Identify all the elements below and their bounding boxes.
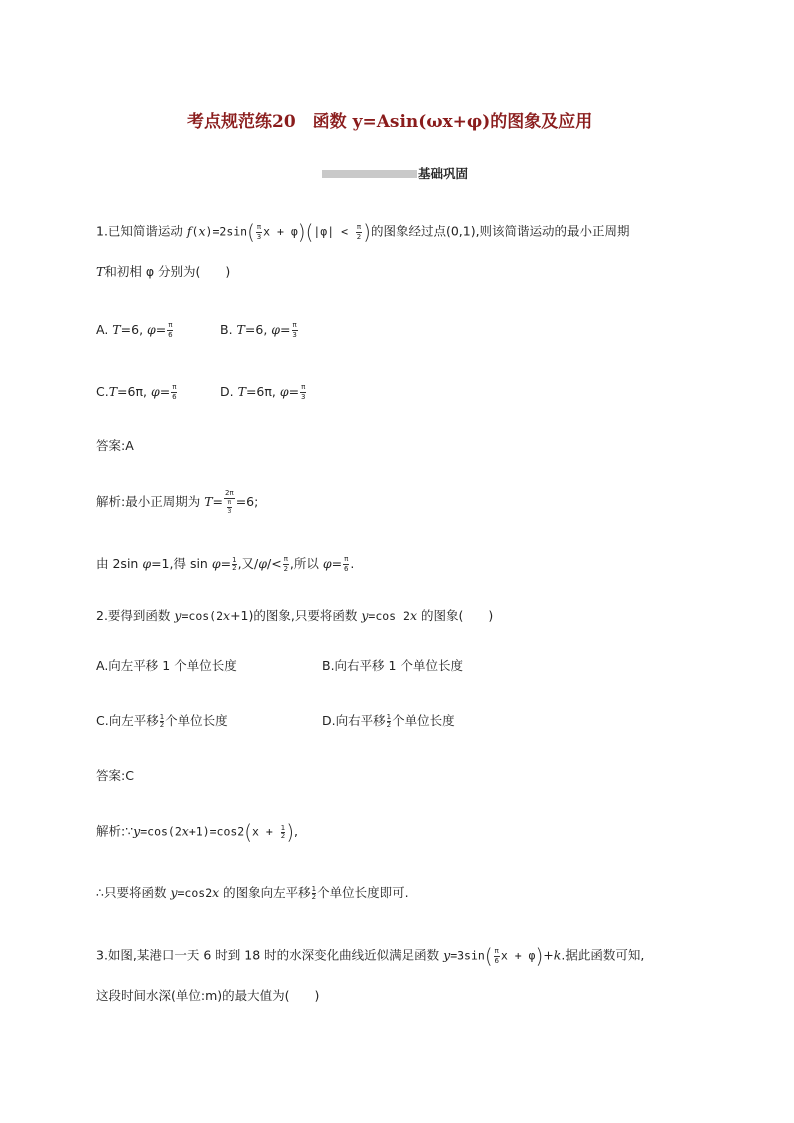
- solution-2-line-1: 解析:∵y=cos(2x+1)=cos2(x + $\frac{1}{2}$ ),: [96, 820, 299, 844]
- q1-sin: )=2sin: [205, 224, 248, 239]
- pi-over-6-fraction: $\frac{\pi}{6}$: [344, 555, 349, 573]
- q1-suffix: 的图象经过点(0,1),则该简谐运动的最小正周期: [370, 223, 630, 239]
- q2-option-d: D.向右平移 $\frac{1}{2}$ 个单位长度: [322, 713, 455, 729]
- question-3-line-1: 3.如图,某港口一天 6 时到 18 时的水深变化曲线近似满足函数 y=3sin( $\frac{\pi}{6}$ x + φ)+k.据此函数可知,: [96, 944, 645, 968]
- solution-1-line-1: 解析:最小正周期为 T= $\frac{2\pi}{\frac{\pi}{3}}$ =6;: [96, 489, 259, 515]
- q2-option-b: B.向右平移 1 个单位长度: [322, 658, 463, 673]
- q2-option-d-fraction: $\frac{1}{2}$: [386, 713, 392, 729]
- answer-1: 答案:A: [96, 438, 134, 453]
- q1-option-d-fraction: $\frac{\pi}{3}$: [300, 383, 306, 401]
- q1-fraction-pi-3: $\frac{\pi}{3}$: [256, 222, 262, 241]
- q2-option-c: C.向左平移 $\frac{1}{2}$ 个单位长度: [96, 713, 228, 729]
- q1-x: x: [198, 223, 206, 239]
- section-title: 基础巩固: [418, 166, 469, 181]
- solution-1-line-2: 由 2sin φ=1,得 sin φ= $\frac{1}{2}$ ,又/φ/< $\frac{\pi}{2}$ ,所以 φ= $\frac{\pi}{6}$ .: [96, 555, 355, 573]
- q1-lparen: (: [247, 220, 255, 244]
- question-1-line-2: [96, 266, 230, 279]
- solution-2-shift-fraction: $\frac{1}{2}$: [311, 885, 317, 901]
- q1-option-b-fraction: $\frac{\pi}{3}$: [292, 321, 297, 339]
- question-3-line-2: 这段时间水深(单位:m)的最大值为( ): [96, 988, 320, 1003]
- q3-fraction-pi-6: $\frac{\pi}{6}$: [494, 946, 499, 965]
- section-divider-bar: [322, 170, 417, 178]
- question-2: 2.要得到函数 y=cos(2x+1)的图象,只要将函数 y=cos 2x 的图象( ): [96, 608, 494, 623]
- q1-option-a-fraction: $\frac{\pi}{6}$: [168, 321, 173, 339]
- q1-prefix: 1.已知简谐运动: [96, 223, 187, 239]
- question-1-line-1: [96, 222, 630, 242]
- q2-option-c-fraction: $\frac{1}{2}$: [159, 713, 165, 729]
- period-fraction: $\frac{2\pi}{\frac{\pi}{3}}$: [225, 489, 234, 515]
- q1-option-d: D. T=6π, φ= $\frac{\pi}{3}$: [220, 383, 306, 401]
- q1-arg: x + φ: [263, 224, 298, 239]
- half-fraction: $\frac{1}{2}$: [232, 556, 237, 572]
- q1-line2-text: 和初相 φ 分别为( ): [104, 264, 231, 279]
- q1-fraction-pi-2: $\frac{\pi}{2}$: [356, 222, 362, 241]
- q1-option-a: A. T=6, φ= $\frac{\pi}{6}$: [96, 321, 173, 339]
- q1-rparen-2: ): [363, 220, 371, 244]
- q1-paren: (: [191, 224, 199, 239]
- q1-option-c-fraction: $\frac{\pi}{6}$: [172, 383, 177, 401]
- q1-T: T: [96, 264, 105, 279]
- answer-2: 答案:C: [96, 768, 134, 783]
- q1-option-b: B. T=6, φ= $\frac{\pi}{3}$: [220, 321, 297, 339]
- page-title: 考点规范练20 函数 y=Asin(ωx+φ)的图象及应用: [187, 112, 593, 132]
- q1-lparen-2: (: [305, 220, 314, 244]
- q1-option-c: C.T=6π, φ= $\frac{\pi}{6}$: [96, 383, 177, 401]
- solution-2-line-2: ∴只要将函数 y=cos2x 的图象向左平移 $\frac{1}{2}$ 个单位长度即可.: [96, 885, 409, 901]
- q1-condition: |φ| <: [313, 224, 355, 239]
- q2-option-a: A.向左平移 1 个单位长度: [96, 658, 237, 673]
- pi-over-2-fraction: $\frac{\pi}{2}$: [283, 555, 289, 573]
- q1-f: f: [186, 223, 192, 239]
- solution-2-fraction: $\frac{1}{2}$: [280, 823, 286, 840]
- q1-rparen: ): [297, 220, 306, 244]
